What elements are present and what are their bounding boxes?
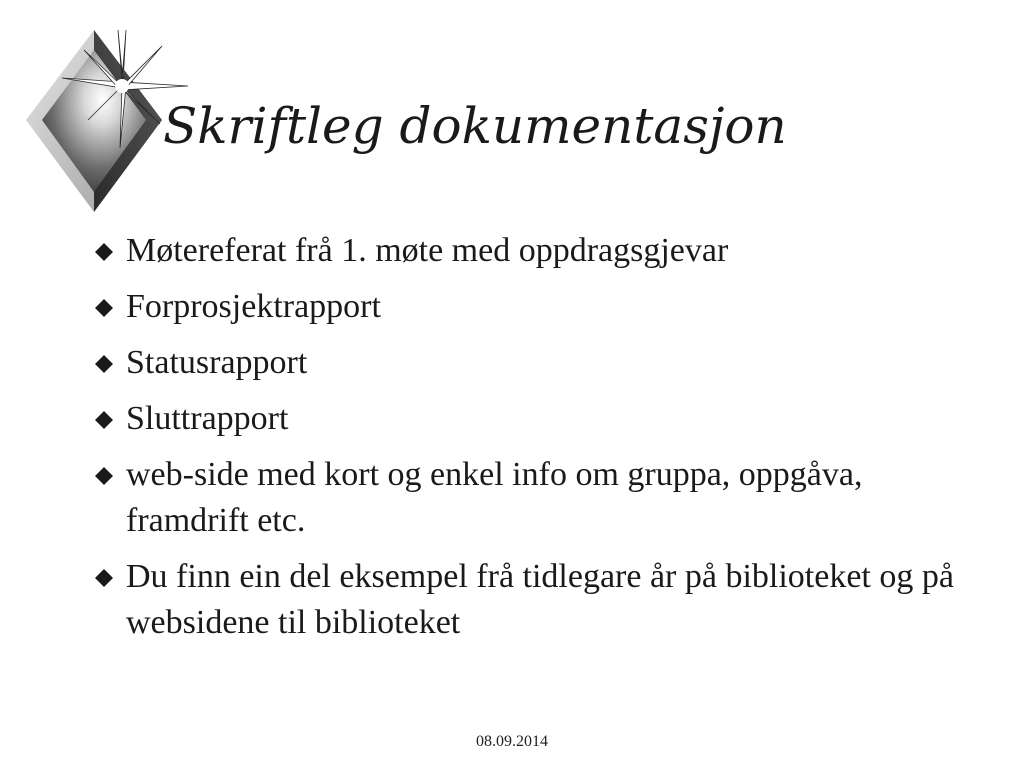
diamond-bullet-icon — [94, 242, 114, 262]
diamond-bullet-icon — [94, 354, 114, 374]
bullet-text: Statusrapport — [126, 344, 308, 381]
list-item — [92, 284, 992, 330]
diamond-bullet-icon — [94, 298, 114, 318]
diamond-bullet-icon — [94, 568, 114, 588]
footer-date: 08.09.2014 — [476, 733, 548, 750]
diamond-bullet-icon — [94, 466, 114, 486]
list-item — [92, 340, 992, 386]
list-item — [92, 228, 992, 274]
list-item — [92, 554, 992, 646]
diamond-bullet-icon — [94, 410, 114, 430]
bullet-text: Forprosjektrapport — [126, 288, 381, 325]
bullet-text: Møtereferat frå 1. møte med oppdragsgjevar — [126, 232, 729, 269]
bullet-text: web-side med kort og enkel info om gruppa, oppgåva, framdrift etc. — [126, 456, 863, 539]
slide-title: Skriftleg dokumentasjon — [163, 97, 787, 155]
bullet-text: Sluttrapport — [126, 400, 289, 437]
bullet-text: Du finn ein del eksempel frå tidlegare år på biblioteket og på websidene til biblioteket — [126, 558, 954, 641]
list-item — [92, 396, 992, 442]
list-item — [92, 452, 992, 544]
bullet-list — [92, 228, 992, 656]
